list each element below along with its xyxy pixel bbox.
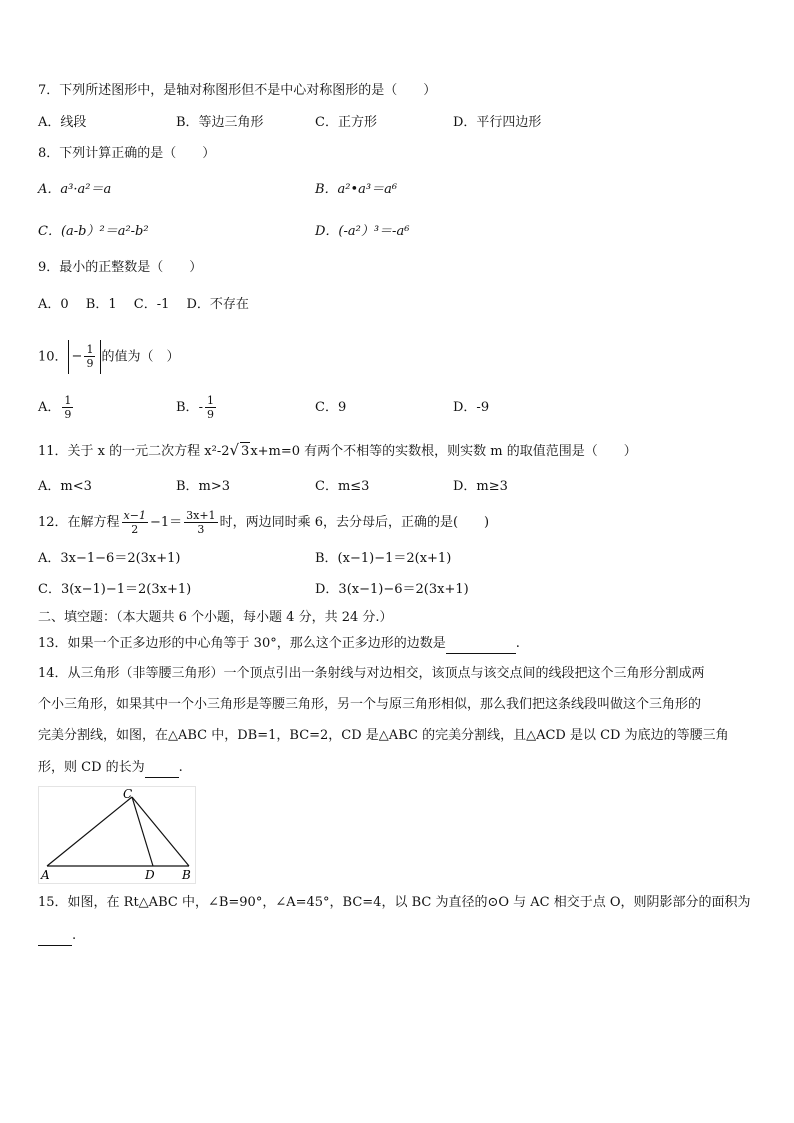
q12-option-a: A．3x−1−6＝2(3x+1)	[38, 551, 181, 566]
q14-line-3: 完美分割线，如图，在△ABC 中，DB=1，BC=2，CD 是△ABC 的完美分割线，且△ACD 是以 CD 为底边的等腰三角	[38, 728, 729, 743]
triangle-diagram	[39, 787, 195, 883]
q10-b-num: 1	[206, 394, 214, 407]
q14-line-4	[38, 759, 183, 778]
question-10-stem	[38, 340, 179, 375]
absolute-value-expression: − $\frac{1}{9}$	[68, 340, 102, 374]
q11-stem-post: x+m=0 有两个不相等的实数根，则实数 m 的取值范围是（ ）	[250, 444, 637, 459]
label-c: C	[123, 787, 133, 801]
q14-line-2: 个小三角形，如果其中一个小三角形是等腰三角形，另一个与原三角形相似，那么我们把这条线段叫做这个三角形的	[38, 697, 702, 712]
q13-answer-blank	[446, 635, 516, 654]
question-8-stem: 8．下列计算正确的是（ ）	[38, 146, 216, 161]
side-cb	[132, 797, 189, 866]
q10-b-den: 9	[206, 408, 214, 421]
q10-number: 10．	[38, 349, 68, 365]
q14-answer-blank	[145, 759, 179, 778]
q14-last-text: 形，则 CD 的长为	[38, 760, 145, 775]
question-11-stem: 11．关于 x 的一元二次方程 x²-2√ 3x+m=0 有两个不相等的实数根，则实数 m 的取值范围是（ ）	[38, 441, 637, 459]
q15-period: .	[72, 928, 77, 943]
q12-mid: −1＝	[149, 515, 183, 530]
q12-option-c: C．3(x−1)−1＝2(3x+1)	[38, 582, 192, 597]
q13-period: .	[515, 636, 520, 651]
label-d: D	[145, 868, 155, 882]
q7-option-a: A．线段	[38, 115, 87, 130]
q11-option-a: A．m<3	[38, 479, 92, 494]
q7-option-b: B．等边三角形	[176, 115, 264, 130]
question-7-stem: 7．下列所述图形中，是轴对称图形但不是中心对称图形的是（ ）	[38, 83, 437, 98]
q12-frac1-den: 2	[131, 523, 139, 536]
q10-option-b	[176, 391, 218, 425]
label-a: A	[41, 868, 50, 882]
q7-option-d: D．平行四边形	[453, 115, 542, 130]
q15-answer-blank	[38, 927, 72, 946]
q11-option-b: B．m>3	[176, 479, 231, 494]
q12-stem-pre: 12．在解方程	[38, 515, 120, 530]
q10-frac-den: 9	[86, 357, 94, 370]
q11-option-c: C．m≤3	[315, 479, 370, 494]
question-9-stem: 9．最小的正整数是（ ）	[38, 260, 203, 275]
q10-option-a	[38, 391, 75, 425]
q14-period: .	[178, 760, 183, 775]
q12-frac2-num: 3x+1	[186, 509, 216, 522]
q11-option-d: D．m≥3	[453, 479, 508, 494]
q10-option-b-label: B．	[176, 400, 199, 415]
q15-line-1: 15．如图，在 Rt△ABC 中，∠B=90°，∠A=45°，BC=4，以 BC 为直径的⊙O 与 AC 相交于点 O，则阴影部分的面积为	[38, 895, 751, 910]
q10-suffix: 的值为（ ）	[101, 349, 180, 365]
q12-frac1-num: x−1	[123, 509, 146, 522]
q10-option-a-label: A．	[38, 400, 61, 415]
question-13	[38, 635, 520, 654]
triangle-figure	[38, 786, 196, 884]
question-12-stem	[38, 506, 489, 540]
q10-option-d: D．-9	[453, 400, 490, 415]
segment-cd	[132, 797, 153, 866]
q8-option-c: C．(a-b）²＝a²-b²	[38, 224, 149, 239]
side-ac	[47, 797, 132, 866]
q9-options: A．0 B．1 C．-1 D．不存在	[38, 297, 249, 312]
q10-option-c: C．9	[315, 400, 347, 415]
q10-b-sign: -	[198, 400, 203, 415]
q8-option-d: D．(-a²）³＝-a⁶	[315, 224, 410, 239]
q10-frac-num: 1	[86, 343, 94, 356]
section-2-heading: 二、填空题：（本大题共 6 个小题，每小题 4 分，共 24 分.）	[38, 610, 393, 625]
q14-line-1: 14．从三角形（非等腰三角形）一个顶点引出一条射线与对边相交，该顶点与该交点间的线段把这个三角形分割成两	[38, 666, 705, 681]
label-b: B	[182, 868, 191, 882]
q15-line-2	[38, 927, 76, 946]
q12-option-d: D．3(x−1)−6＝2(3x+1)	[315, 582, 469, 597]
q7-option-c: C．正方形	[315, 115, 377, 130]
q8-option-b: B．a²•a³＝a⁶	[315, 182, 398, 197]
q13-text: 13．如果一个正多边形的中心角等于 30°，那么这个正多边形的边数是	[38, 636, 446, 651]
q10-a-den: 9	[64, 408, 72, 421]
q11-stem-pre: 11．关于 x 的一元二次方程 x²-2	[38, 444, 230, 459]
q11-radicand: 3	[241, 444, 250, 459]
q12-frac2-den: 3	[197, 523, 205, 536]
q12-option-b: B．(x−1)−1＝2(x+1)	[315, 551, 452, 566]
q12-stem-post: 时，两边同时乘 6，去分母后，正确的是( )	[219, 515, 490, 530]
q8-option-a: A．a³·a²＝a	[38, 182, 112, 197]
q10-a-num: 1	[64, 394, 72, 407]
